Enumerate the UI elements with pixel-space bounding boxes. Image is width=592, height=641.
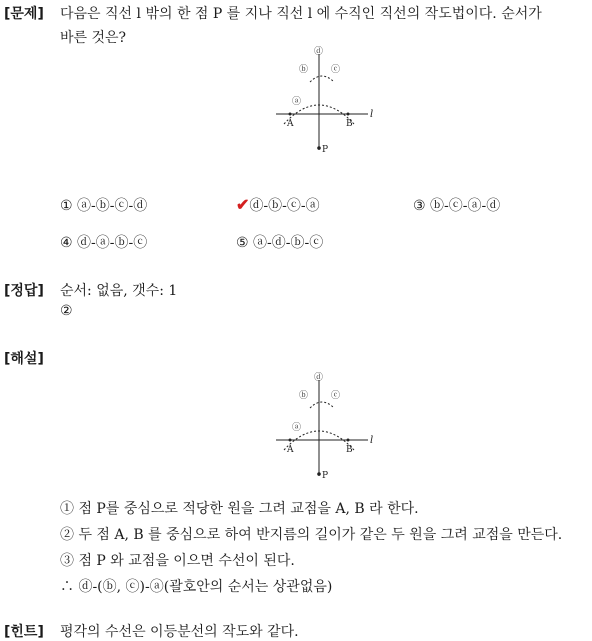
fig1-label-B: B (346, 119, 353, 129)
checkmark-icon: ✔ (236, 195, 250, 214)
fig1-label-P: P (322, 145, 329, 155)
fig2-label-d: ⓓ (314, 373, 324, 383)
fig1-label-c: ⓒ (331, 65, 341, 75)
choice-2-text: ⓓ-ⓑ-ⓒ-ⓐ (249, 198, 320, 214)
fig2-label-P: P (322, 471, 329, 481)
fig2-label-A: A (287, 445, 294, 455)
choice-4-text: ⓓ-ⓐ-ⓑ-ⓒ (77, 235, 148, 251)
explanation-tag: [해설] (4, 351, 44, 367)
choice-3-text: ⓑ-ⓒ-ⓐ-ⓓ (430, 198, 501, 214)
choice-2[interactable] (236, 195, 320, 215)
fig1-label-l: l (370, 109, 374, 120)
hint-tag: [힌트] (4, 624, 44, 640)
hint-text: 평각의 수선은 이등분선의 작도와 같다. (60, 624, 299, 640)
question-line-2: 바른 것은? (60, 30, 127, 46)
explanation-line-4: ∴ ⓓ-(ⓑ, ⓒ)-ⓐ(괄호안의 순서는 상관없음) (60, 579, 333, 595)
choice-5-number: ⑤ (236, 235, 249, 251)
question-line-1: 다음은 직선 l 밖의 한 점 P 를 지나 직선 l 에 수직인 직선의 작도법이다. 순서가 (60, 6, 542, 22)
explanation-line-2: ② 두 점 A, B 를 중심으로 하여 반지름의 길이가 같은 두 원을 그려 교점을 만든다. (60, 527, 563, 543)
answer-value: ② (60, 303, 73, 319)
fig1-label-a: ⓐ (292, 97, 302, 107)
answer-info: 순서: 없음, 갯수: 1 (60, 283, 178, 299)
fig1-label-A: A (287, 119, 294, 129)
answer-tag: [정답] (4, 283, 44, 299)
question-tag: [문제] (4, 6, 44, 22)
choice-1[interactable] (60, 195, 147, 215)
choice-4[interactable] (60, 232, 147, 252)
choice-1-number: ① (60, 198, 73, 214)
choice-3[interactable] (413, 195, 500, 215)
fig1-label-d: ⓓ (314, 47, 324, 57)
fig2-label-l: l (370, 435, 374, 446)
fig2-label-a: ⓐ (292, 423, 302, 433)
choice-3-number: ③ (413, 198, 426, 214)
fig2-label-c: ⓒ (331, 391, 341, 401)
choice-5[interactable] (236, 232, 323, 252)
fig2-label-B: B (346, 445, 353, 455)
construction-figure-explanation (262, 366, 392, 486)
construction-figure-question (262, 40, 392, 160)
explanation-line-3: ③ 점 P 와 교점을 이으면 수선이 된다. (60, 553, 295, 569)
choice-4-number: ④ (60, 235, 73, 251)
choice-5-text: ⓐ-ⓓ-ⓑ-ⓒ (253, 235, 324, 251)
explanation-line-1: ① 점 P를 중심으로 적당한 원을 그려 교점을 A, B 라 한다. (60, 501, 419, 517)
fig1-label-b: ⓑ (299, 65, 309, 75)
choice-1-text: ⓐ-ⓑ-ⓒ-ⓓ (77, 198, 148, 214)
fig2-label-b: ⓑ (299, 391, 309, 401)
